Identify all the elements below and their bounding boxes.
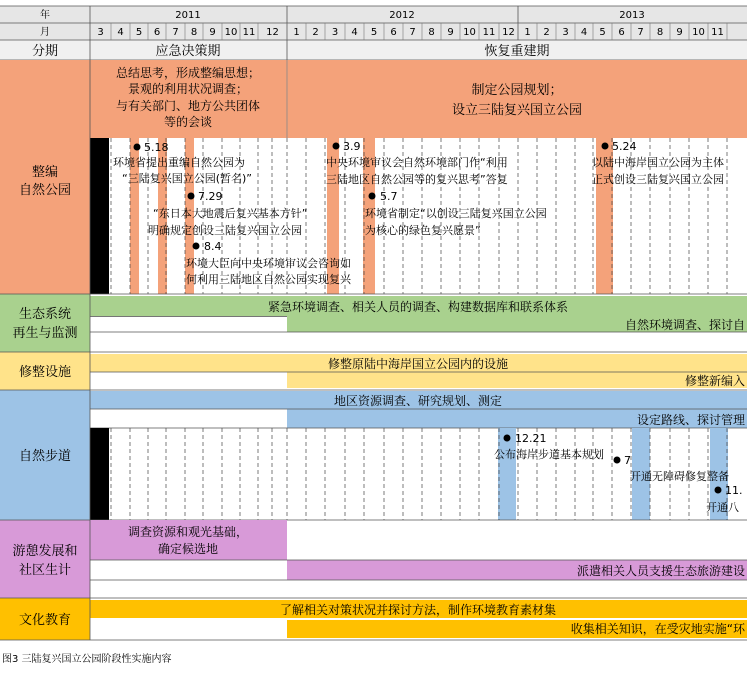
event-3-9-date: 3.9 bbox=[343, 140, 361, 153]
year-2012: 2012 bbox=[389, 10, 415, 21]
month-label: 9 bbox=[209, 27, 216, 38]
park-right-line1: 制定公园规划； bbox=[471, 83, 563, 98]
month-label: 5 bbox=[135, 27, 143, 38]
education-bar-2: 收集相关知识，在受灾地实施“环 bbox=[570, 622, 745, 636]
event-5-18-line1: 环境省提出重编自然公园为 bbox=[113, 156, 245, 169]
category-education: 文化教育 bbox=[18, 613, 72, 628]
facility-bar-1: 修整原陆中海岸国立公园内的设施 bbox=[327, 357, 509, 371]
month-label: 3 bbox=[562, 27, 569, 38]
event-11-date: 11. bbox=[725, 484, 743, 497]
month-label: 10 bbox=[463, 27, 476, 38]
category-tourism-line1: 游憩发展和 bbox=[12, 544, 78, 559]
month-label: 11 bbox=[711, 27, 724, 38]
event-8-4-line2: 何利用三陆地区自然公园实现复兴 bbox=[186, 273, 351, 286]
phase-row-background bbox=[0, 40, 747, 60]
month-label: 8 bbox=[656, 27, 664, 38]
tourism-bar-1-line2: 确定候选地 bbox=[157, 542, 219, 556]
month-label: 6 bbox=[618, 27, 625, 38]
event-7-29-line2: 明确规定创设三陆复兴国立公园 bbox=[148, 224, 302, 237]
eco-bar-1: 紧急环境调查、相关人员的调查、构建数据库和联系体系 bbox=[267, 300, 569, 314]
category-tourism-line2: 社区生计 bbox=[18, 563, 72, 578]
event-7-text: 开通无障碍修复整备 bbox=[630, 470, 729, 483]
month-label: 11 bbox=[482, 27, 496, 38]
education-bar-1: 了解相关对策状况并探讨方法，制作环境教育素材集 bbox=[279, 603, 557, 617]
category-eco-line2: 再生与监测 bbox=[12, 326, 78, 341]
month-label: 1 bbox=[524, 27, 531, 38]
month-label: 12 bbox=[266, 27, 279, 38]
month-label: 7 bbox=[172, 27, 179, 38]
event-5-7-line2: 为核心的绿色复兴愿景” bbox=[365, 224, 481, 237]
park-left-line2: 景观的利用状况调查； bbox=[127, 82, 249, 96]
category-trail: 自然步道 bbox=[18, 449, 72, 464]
category-park-line2: 自然公园 bbox=[18, 183, 72, 198]
phase-emergency: 应急决策期 bbox=[155, 44, 221, 59]
event-5-18-line2: “三陆复兴国立公园(暂名)” bbox=[122, 172, 252, 185]
month-label: 9 bbox=[676, 27, 683, 38]
figure-caption: 图3 三陆复兴国立公园阶段性实施内容 bbox=[2, 654, 172, 665]
event-7-date: 7 bbox=[624, 454, 631, 467]
month-label: 1 bbox=[293, 27, 300, 38]
month-label: 10 bbox=[224, 27, 238, 38]
month-label: 7 bbox=[409, 27, 416, 38]
year-header-label: 年 bbox=[40, 10, 50, 21]
event-5-24-line2: 正式创设三陆复兴国立公园 bbox=[592, 173, 724, 186]
tourism-bar-2: 派遣相关人员支援生态旅游建设 bbox=[576, 564, 745, 578]
event-5-24-line1: 以陆中海岸国立公园为主体 bbox=[592, 156, 724, 169]
event-5-7-date: 5.7 bbox=[380, 190, 398, 203]
park-right-line2: 设立三陆复兴国立公园 bbox=[451, 103, 583, 118]
event-3-9-line2: 三陆地区自然公园等的复兴思考”答复 bbox=[326, 173, 508, 186]
trail-bar-2: 设定路线、探讨管理 bbox=[636, 413, 745, 427]
month-label: 9 bbox=[447, 27, 454, 38]
event-7-29-line1: “东日本大地震后复兴基本方针” bbox=[153, 207, 308, 220]
month-label: 5 bbox=[599, 27, 606, 38]
month-label: 3 bbox=[97, 27, 104, 38]
month-label: 7 bbox=[637, 27, 644, 38]
event-12-21-date: 12.21 bbox=[515, 432, 547, 445]
category-eco-line1: 生态系统 bbox=[18, 307, 72, 322]
event-5-18-date: 5.18 bbox=[144, 141, 169, 154]
year-2013: 2013 bbox=[619, 10, 645, 21]
month-label: 12 bbox=[502, 27, 515, 38]
phase-label: 分期 bbox=[31, 44, 59, 59]
month-header-label: 月 bbox=[40, 27, 50, 38]
month-label: 6 bbox=[153, 27, 161, 38]
event-12-21-text: 公布海岸步道基本规划 bbox=[494, 448, 604, 461]
month-label: 11 bbox=[242, 27, 256, 38]
month-label: 4 bbox=[351, 27, 358, 38]
month-label: 3 bbox=[331, 27, 339, 38]
phase-reconstruction: 恢复重建期 bbox=[484, 44, 550, 59]
event-7-29-date: 7.29 bbox=[198, 190, 223, 203]
park-left-line4: 等的会谈 bbox=[163, 115, 213, 129]
event-3-9-line1: 中央环境审议会自然环境部门作“利用 bbox=[326, 156, 508, 169]
month-label: 2 bbox=[543, 27, 550, 38]
month-label: 8 bbox=[428, 27, 435, 38]
event-11-text: 开通八 bbox=[706, 501, 739, 514]
park-left-line3: 与有关部门、地方公共团体 bbox=[115, 99, 261, 113]
event-5-7-line1: 环境省制定“以创设三陆复兴国立公园 bbox=[365, 207, 547, 220]
park-left-line1: 总结思考，形成整编思想； bbox=[115, 66, 261, 80]
category-facility: 修整设施 bbox=[18, 365, 72, 380]
category-park-line1: 整编 bbox=[31, 165, 59, 180]
eco-bar-2: 自然环境调查、探讨自 bbox=[624, 318, 745, 332]
month-label: 4 bbox=[580, 27, 588, 38]
month-label: 2 bbox=[312, 27, 319, 38]
event-8-4-line1: 环境大臣向中央环境审议会咨询如 bbox=[186, 257, 351, 270]
event-5-24-date: 5.24 bbox=[612, 140, 637, 153]
month-label: 6 bbox=[390, 27, 397, 38]
event-8-4-date: 8.4 bbox=[204, 240, 222, 253]
trail-bar-1: 地区资源调查、研究规划、测定 bbox=[333, 394, 503, 408]
year-2011: 2011 bbox=[175, 10, 201, 21]
month-label: 8 bbox=[190, 27, 198, 38]
tourism-bar-1-line1: 调查资源和观光基础， bbox=[127, 525, 249, 539]
facility-bar-2: 修整新编入 bbox=[684, 374, 745, 388]
month-label: 10 bbox=[692, 27, 705, 38]
month-label: 4 bbox=[117, 27, 124, 38]
month-label: 5 bbox=[370, 27, 378, 38]
